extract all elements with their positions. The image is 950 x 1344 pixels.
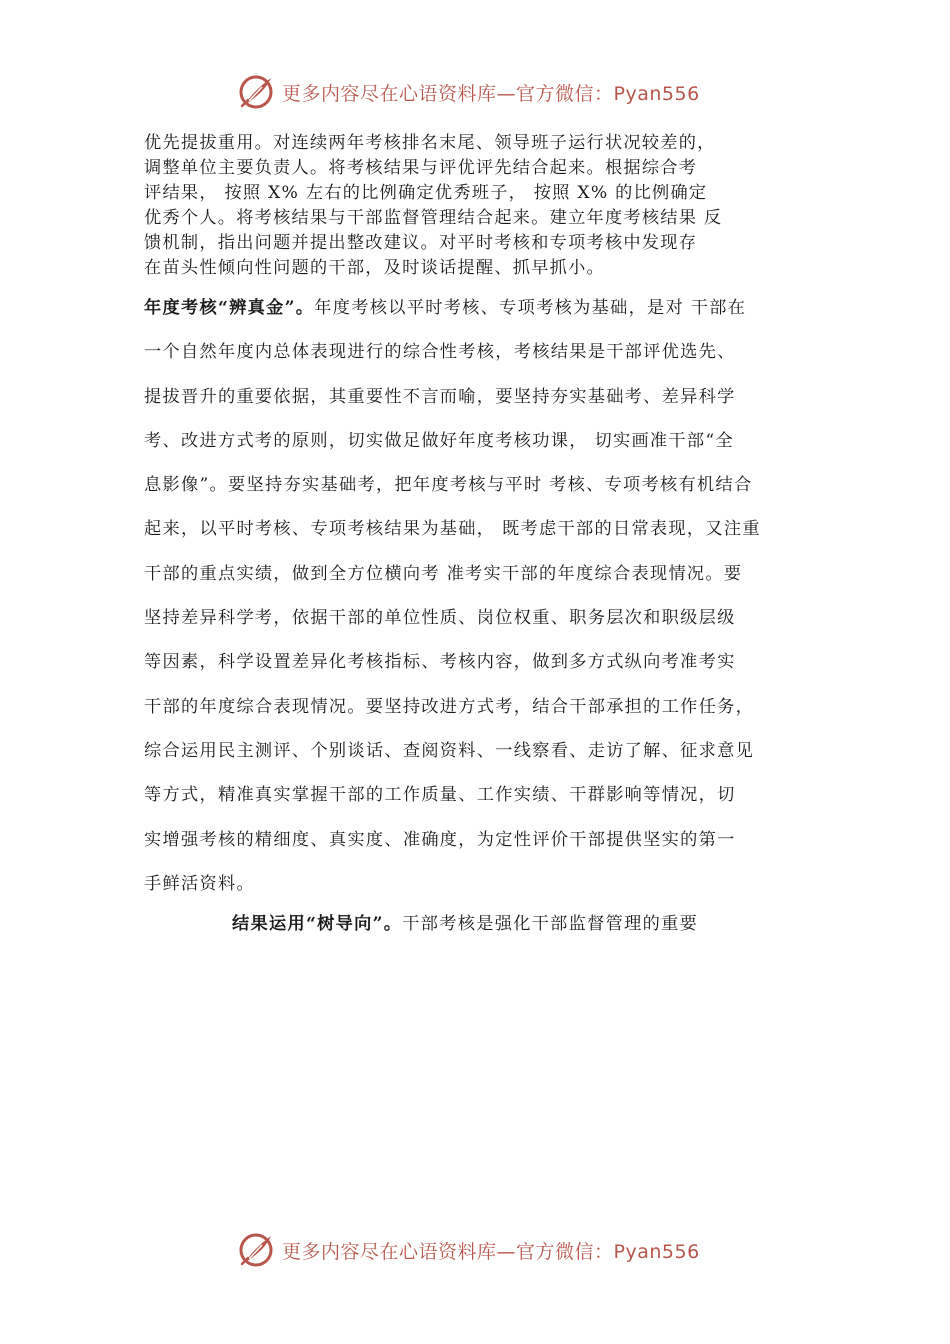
- paragraph-heading: 结果运用“树导向”。: [232, 914, 403, 934]
- header-banner: [0, 72, 950, 112]
- text-line: 等方式，精准真实掌握干部的工作质量、工作实绩、干群影响等情况，切: [144, 785, 736, 806]
- text-line: 优秀个人。将考核结果与干部监督管理结合起来。建立年度考核结果 反: [144, 208, 723, 228]
- footer-banner: [0, 1230, 950, 1270]
- text-line: 干部的重点实绩，做到全方位横向考 准考实干部的年度综合表现情况。要: [144, 563, 743, 584]
- paragraph-continuation: [144, 131, 816, 281]
- text-line: 馈机制，指出问题并提出整改建议。对平时考核和专项考核中发现存: [144, 233, 698, 253]
- text-line: 起来，以平时考核、专项考核结果为基础， 既考虑干部的日常表现，又注重: [144, 519, 761, 540]
- text-line: 调整单位主要负责人。将考核结果与评优评先结合起来。根据综合考: [144, 158, 698, 178]
- banner-text: 更多内容尽在心语资料库—官方微信：Pyan556: [282, 82, 700, 105]
- paragraph-result-usage: [232, 909, 698, 934]
- quill-seal-icon: [236, 1230, 276, 1270]
- text-line: 在苗头性倾向性问题的干部，及时谈话提醒、抓早抓小。: [144, 258, 605, 278]
- text-line: 干部的年度综合表现情况。要坚持改进方式考，结合干部承担的工作任务，: [144, 696, 755, 717]
- text-line: 一个自然年度内总体表现进行的综合性考核，考核结果是干部评优选先、: [144, 342, 736, 363]
- text-line: 实增强考核的精细度、真实度、准确度，为定性评价干部提供坚实的第一: [144, 829, 736, 850]
- text-line: 提拔晋升的重要依据，其重要性不言而喻，要坚持夯实基础考、差异科学: [144, 386, 736, 407]
- quill-seal-icon: [236, 72, 276, 112]
- text-line: 手鲜活资料。: [144, 873, 255, 894]
- text-line: 等因素，科学设置差异化考核指标、考核内容，做到多方式纵向考准考实: [144, 652, 736, 673]
- text-line: 综合运用民主测评、个别谈话、查阅资料、一线察看、走访了解、征求意见: [144, 740, 755, 761]
- paragraph-heading: 年度考核“辨真金”。: [144, 298, 315, 318]
- text-line-content: 干部考核是强化干部监督管理的重要: [402, 914, 699, 934]
- text-line: [144, 286, 824, 330]
- text-line: 优先提拔重用。对连续两年考核排名末尾、领导班子运行状况较差的，: [144, 133, 716, 153]
- banner-text: 更多内容尽在心语资料库—官方微信：Pyan556: [282, 1240, 700, 1263]
- text-line: 评结果， 按照 X% 左右的比例确定优秀班子， 按照 X% 的比例确定: [144, 183, 708, 203]
- text-line: 息影像”。要坚持夯实基础考，把年度考核与平时 考核、专项考核有机结合: [144, 475, 753, 496]
- paragraph-annual-assessment: [144, 286, 824, 906]
- text-line: 坚持差异科学考，依据干部的单位性质、岗位权重、职务层次和职级层级: [144, 608, 736, 629]
- text-line-content: 年度考核以平时考核、专项考核为基础，是对 干部在: [314, 298, 747, 318]
- text-line: 考、改进方式考的原则，切实做足做好年度考核功课， 切实画准干部“全: [144, 430, 734, 451]
